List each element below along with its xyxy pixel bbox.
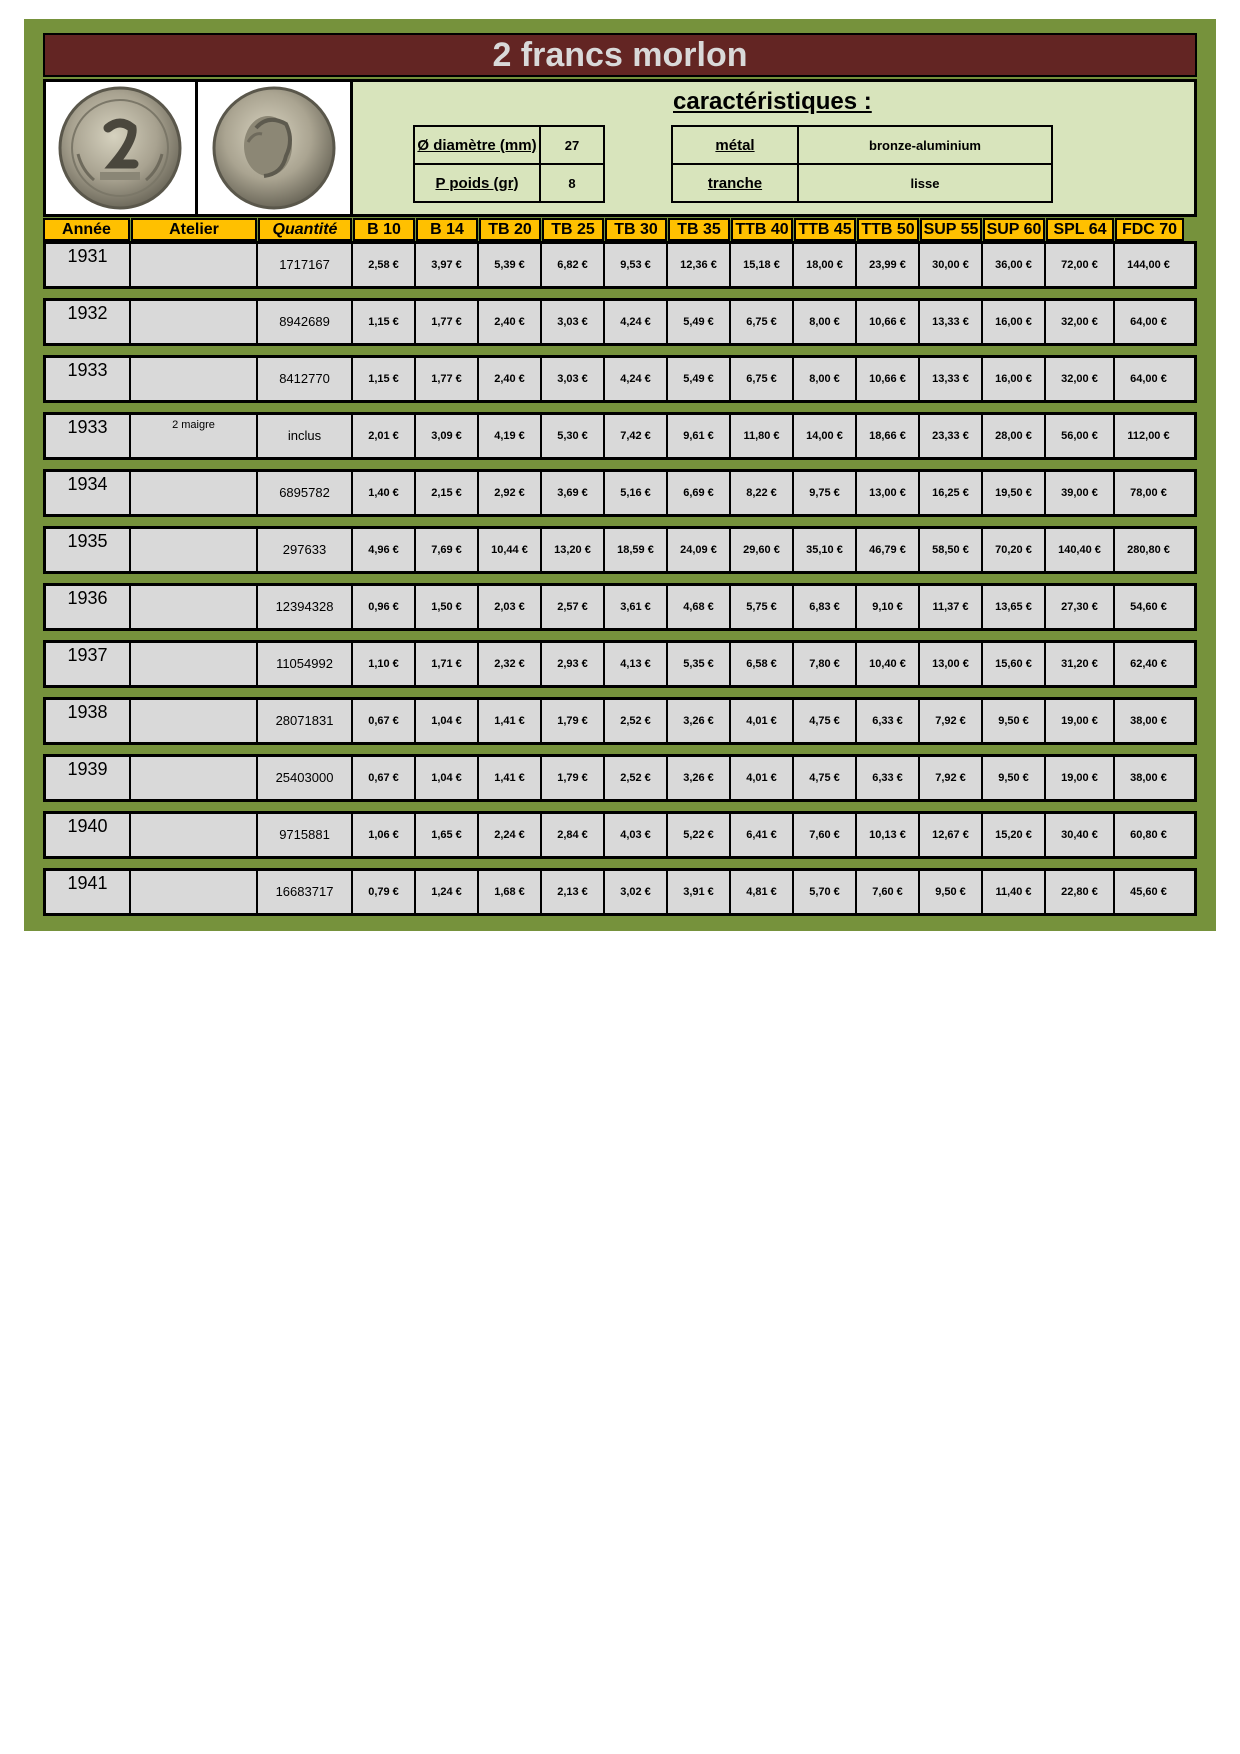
atelier-cell <box>131 472 258 514</box>
price-cell: 4,68 € <box>668 586 731 628</box>
table-row <box>43 298 1197 346</box>
price-cell: 7,60 € <box>857 871 920 913</box>
price-cell: 27,30 € <box>1046 586 1115 628</box>
price-cell: 3,09 € <box>416 415 479 457</box>
column-header: B 10 <box>353 218 415 241</box>
price-cell: 140,40 € <box>1046 529 1115 571</box>
price-cell: 3,97 € <box>416 244 479 286</box>
price-cell: 78,00 € <box>1130 487 1167 499</box>
quantity-cell: 1717167 <box>258 244 353 286</box>
price-cell: 2,13 € <box>542 871 605 913</box>
price-cell: 5,35 € <box>668 643 731 685</box>
price-cell: 54,60 € <box>1130 601 1167 613</box>
price-cell: 64,00 € <box>1130 373 1167 385</box>
page-title: 2 francs morlon <box>43 33 1197 77</box>
price-cell: 11,80 € <box>731 415 794 457</box>
price-cell: 19,50 € <box>983 472 1046 514</box>
material-table <box>671 125 1053 203</box>
price-cell: 10,40 € <box>857 643 920 685</box>
price-cell: 13,00 € <box>920 643 983 685</box>
price-cell: 31,20 € <box>1046 643 1115 685</box>
year-cell: 1932 <box>46 301 131 343</box>
price-cell: 1,15 € <box>353 301 416 343</box>
price-cell: 7,42 € <box>605 415 668 457</box>
price-cell: 0,67 € <box>353 700 416 742</box>
price-cell: 3,03 € <box>542 301 605 343</box>
price-cell: 32,00 € <box>1046 301 1115 343</box>
price-cell: 8,00 € <box>794 358 857 400</box>
price-cell: 23,33 € <box>920 415 983 457</box>
price-cell: 1,79 € <box>542 757 605 799</box>
quantity-cell: 16683717 <box>258 871 353 913</box>
price-cell: 19,00 € <box>1046 757 1115 799</box>
table-header <box>43 218 1197 241</box>
price-cell: 8,22 € <box>731 472 794 514</box>
column-header: TB 35 <box>668 218 730 241</box>
price-cell: 7,60 € <box>794 814 857 856</box>
price-cell: 45,60 € <box>1130 886 1167 898</box>
price-cell: 0,79 € <box>353 871 416 913</box>
table-row <box>43 526 1197 574</box>
price-cell: 58,50 € <box>920 529 983 571</box>
price-cell: 2,03 € <box>479 586 542 628</box>
price-cell: 10,66 € <box>857 301 920 343</box>
price-cell: 15,18 € <box>731 244 794 286</box>
price-cell: 0,67 € <box>353 757 416 799</box>
price-cell: 4,19 € <box>479 415 542 457</box>
price-cell: 5,39 € <box>479 244 542 286</box>
price-cell: 112,00 € <box>1127 430 1170 442</box>
price-cell: 22,80 € <box>1046 871 1115 913</box>
year-cell: 1940 <box>46 814 131 856</box>
atelier-cell <box>131 643 258 685</box>
price-cell: 13,33 € <box>920 358 983 400</box>
price-cell: 16,00 € <box>983 301 1046 343</box>
metal-label: métal <box>672 126 798 164</box>
price-cell: 2,84 € <box>542 814 605 856</box>
price-cell: 62,40 € <box>1130 658 1167 670</box>
column-header: Quantité <box>258 218 352 241</box>
price-cell: 6,58 € <box>731 643 794 685</box>
price-cell: 3,02 € <box>605 871 668 913</box>
price-cell: 1,10 € <box>353 643 416 685</box>
price-cell: 6,33 € <box>857 757 920 799</box>
column-header: B 14 <box>416 218 478 241</box>
atelier-cell <box>131 244 258 286</box>
edge-value: lisse <box>798 164 1052 202</box>
price-cell: 35,10 € <box>794 529 857 571</box>
price-cell: 3,26 € <box>668 700 731 742</box>
metal-value: bronze-aluminium <box>798 126 1052 164</box>
price-cell: 16,25 € <box>920 472 983 514</box>
price-cell: 19,00 € <box>1046 700 1115 742</box>
price-cell: 13,65 € <box>983 586 1046 628</box>
price-cell: 3,03 € <box>542 358 605 400</box>
price-cell: 13,20 € <box>542 529 605 571</box>
weight-label: P poids (gr) <box>414 164 540 202</box>
price-cell: 6,69 € <box>668 472 731 514</box>
table-row <box>43 640 1197 688</box>
price-cell: 2,52 € <box>605 700 668 742</box>
price-cell: 2,93 € <box>542 643 605 685</box>
column-header: SUP 55 <box>920 218 982 241</box>
year-cell: 1931 <box>46 244 131 286</box>
price-cell: 4,01 € <box>731 700 794 742</box>
column-header: SUP 60 <box>983 218 1045 241</box>
quantity-cell: 12394328 <box>258 586 353 628</box>
column-header: TTB 40 <box>731 218 793 241</box>
price-cell: 56,00 € <box>1046 415 1115 457</box>
price-cell: 3,61 € <box>605 586 668 628</box>
price-cell: 7,80 € <box>794 643 857 685</box>
quantity-cell: 25403000 <box>258 757 353 799</box>
year-cell: 1933 <box>46 358 131 400</box>
price-cell: 2,52 € <box>605 757 668 799</box>
year-cell: 1939 <box>46 757 131 799</box>
quantity-cell: 8412770 <box>258 358 353 400</box>
price-cell: 1,41 € <box>479 757 542 799</box>
price-cell: 2,40 € <box>479 301 542 343</box>
dimensions-table <box>413 125 605 203</box>
atelier-cell <box>131 301 258 343</box>
price-cell: 9,50 € <box>983 757 1046 799</box>
price-cell: 9,10 € <box>857 586 920 628</box>
price-cell: 18,66 € <box>857 415 920 457</box>
price-cell: 64,00 € <box>1130 316 1167 328</box>
price-cell: 4,81 € <box>731 871 794 913</box>
price-cell: 6,82 € <box>542 244 605 286</box>
table-row <box>43 811 1197 859</box>
price-cell: 5,70 € <box>794 871 857 913</box>
price-cell: 4,24 € <box>605 358 668 400</box>
price-cell: 5,75 € <box>731 586 794 628</box>
price-cell: 5,49 € <box>668 358 731 400</box>
price-cell: 2,40 € <box>479 358 542 400</box>
page-frame <box>24 19 1216 931</box>
atelier-cell <box>131 757 258 799</box>
price-cell: 6,75 € <box>731 301 794 343</box>
price-cell: 38,00 € <box>1130 715 1167 727</box>
coin-obverse-image <box>198 79 353 217</box>
price-cell: 9,50 € <box>920 871 983 913</box>
price-cell: 2,92 € <box>479 472 542 514</box>
edge-label: tranche <box>672 164 798 202</box>
sheet <box>43 33 1197 916</box>
price-cell: 6,75 € <box>731 358 794 400</box>
price-cell: 4,13 € <box>605 643 668 685</box>
table-row <box>43 241 1197 289</box>
price-cell: 1,71 € <box>416 643 479 685</box>
weight-value: 8 <box>540 164 604 202</box>
price-cell: 1,24 € <box>416 871 479 913</box>
price-cell: 8,00 € <box>794 301 857 343</box>
atelier-cell <box>131 358 258 400</box>
price-cell: 2,58 € <box>353 244 416 286</box>
price-cell: 7,92 € <box>920 700 983 742</box>
price-cell: 70,20 € <box>983 529 1046 571</box>
price-cell: 3,91 € <box>668 871 731 913</box>
quantity-cell: 297633 <box>258 529 353 571</box>
price-cell: 1,79 € <box>542 700 605 742</box>
price-cell: 30,00 € <box>920 244 983 286</box>
price-cell: 11,37 € <box>920 586 983 628</box>
price-cell: 16,00 € <box>983 358 1046 400</box>
price-cell: 15,20 € <box>983 814 1046 856</box>
price-cell: 10,44 € <box>479 529 542 571</box>
price-cell: 10,66 € <box>857 358 920 400</box>
price-cell: 4,24 € <box>605 301 668 343</box>
price-cell: 9,61 € <box>668 415 731 457</box>
year-cell: 1936 <box>46 586 131 628</box>
atelier-cell <box>131 586 258 628</box>
year-cell: 1933 <box>46 415 131 457</box>
price-cell: 7,69 € <box>416 529 479 571</box>
price-cell: 72,00 € <box>1046 244 1115 286</box>
price-cell: 1,77 € <box>416 358 479 400</box>
price-cell: 2,15 € <box>416 472 479 514</box>
price-cell: 5,22 € <box>668 814 731 856</box>
year-cell: 1934 <box>46 472 131 514</box>
price-cell: 4,75 € <box>794 757 857 799</box>
price-cell: 9,53 € <box>605 244 668 286</box>
table-row <box>43 868 1197 916</box>
price-cell: 12,67 € <box>920 814 983 856</box>
quantity-cell: 6895782 <box>258 472 353 514</box>
price-cell: 28,00 € <box>983 415 1046 457</box>
price-cell: 39,00 € <box>1046 472 1115 514</box>
price-cell: 4,01 € <box>731 757 794 799</box>
year-cell: 1941 <box>46 871 131 913</box>
atelier-cell <box>131 871 258 913</box>
coin-obverse-icon <box>202 84 347 212</box>
price-cell: 2,24 € <box>479 814 542 856</box>
price-cell: 1,40 € <box>353 472 416 514</box>
price-cell: 144,00 € <box>1127 259 1170 271</box>
price-cell: 9,50 € <box>983 700 1046 742</box>
price-cell: 1,04 € <box>416 700 479 742</box>
price-cell: 1,06 € <box>353 814 416 856</box>
price-cell: 5,30 € <box>542 415 605 457</box>
price-cell: 60,80 € <box>1130 829 1167 841</box>
coin-reverse-icon <box>48 84 193 212</box>
price-cell: 1,65 € <box>416 814 479 856</box>
atelier-cell <box>131 700 258 742</box>
price-cell: 18,00 € <box>794 244 857 286</box>
column-header: Atelier <box>131 218 257 241</box>
price-cell: 280,80 € <box>1127 544 1170 556</box>
characteristics-panel <box>353 79 1197 217</box>
table-row <box>43 583 1197 631</box>
price-cell: 1,50 € <box>416 586 479 628</box>
column-header: SPL 64 <box>1046 218 1114 241</box>
column-header: TB 20 <box>479 218 541 241</box>
price-cell: 3,69 € <box>542 472 605 514</box>
column-header: TTB 50 <box>857 218 919 241</box>
price-cell: 46,79 € <box>857 529 920 571</box>
column-header: Année <box>43 218 130 241</box>
price-cell: 14,00 € <box>794 415 857 457</box>
price-cell: 5,49 € <box>668 301 731 343</box>
price-cell: 6,41 € <box>731 814 794 856</box>
price-cell: 23,99 € <box>857 244 920 286</box>
quantity-cell: 28071831 <box>258 700 353 742</box>
coin-reverse-image <box>43 79 198 217</box>
column-header: TB 25 <box>542 218 604 241</box>
year-cell: 1935 <box>46 529 131 571</box>
price-cell: 1,15 € <box>353 358 416 400</box>
year-cell: 1937 <box>46 643 131 685</box>
characteristics-heading: caractéristiques : <box>673 88 872 115</box>
price-cell: 24,09 € <box>668 529 731 571</box>
price-cell: 30,40 € <box>1046 814 1115 856</box>
quantity-cell: 9715881 <box>258 814 353 856</box>
price-cell: 18,59 € <box>605 529 668 571</box>
price-cell: 4,75 € <box>794 700 857 742</box>
price-cell: 7,92 € <box>920 757 983 799</box>
quantity-cell: 8942689 <box>258 301 353 343</box>
price-cell: 2,32 € <box>479 643 542 685</box>
price-cell: 13,33 € <box>920 301 983 343</box>
price-cell: 32,00 € <box>1046 358 1115 400</box>
diameter-label: Ø diamètre (mm) <box>414 126 540 164</box>
price-cell: 15,60 € <box>983 643 1046 685</box>
price-cell: 11,40 € <box>983 871 1046 913</box>
price-cell: 1,41 € <box>479 700 542 742</box>
table-row <box>43 412 1197 460</box>
year-cell: 1938 <box>46 700 131 742</box>
price-cell: 4,03 € <box>605 814 668 856</box>
price-cell: 29,60 € <box>731 529 794 571</box>
price-cell: 3,26 € <box>668 757 731 799</box>
price-cell: 2,57 € <box>542 586 605 628</box>
price-cell: 5,16 € <box>605 472 668 514</box>
column-header: FDC 70 <box>1115 218 1184 241</box>
price-cell: 0,96 € <box>353 586 416 628</box>
price-table <box>43 241 1197 916</box>
price-cell: 36,00 € <box>983 244 1046 286</box>
header-block <box>43 79 1197 217</box>
price-cell: 4,96 € <box>353 529 416 571</box>
table-row <box>43 697 1197 745</box>
atelier-cell <box>131 814 258 856</box>
price-cell: 1,77 € <box>416 301 479 343</box>
price-cell: 6,33 € <box>857 700 920 742</box>
diameter-value: 27 <box>540 126 604 164</box>
price-cell: 1,68 € <box>479 871 542 913</box>
quantity-cell: 11054992 <box>258 643 353 685</box>
table-row <box>43 754 1197 802</box>
price-cell: 10,13 € <box>857 814 920 856</box>
price-cell: 1,04 € <box>416 757 479 799</box>
price-cell: 38,00 € <box>1130 772 1167 784</box>
price-cell: 6,83 € <box>794 586 857 628</box>
column-header: TB 30 <box>605 218 667 241</box>
atelier-cell: 2 maigre <box>131 415 258 457</box>
table-row <box>43 355 1197 403</box>
price-cell: 12,36 € <box>668 244 731 286</box>
price-cell: 2,01 € <box>353 415 416 457</box>
quantity-cell: inclus <box>258 415 353 457</box>
price-cell: 13,00 € <box>857 472 920 514</box>
price-cell: 9,75 € <box>794 472 857 514</box>
column-header: TTB 45 <box>794 218 856 241</box>
table-row <box>43 469 1197 517</box>
atelier-cell <box>131 529 258 571</box>
